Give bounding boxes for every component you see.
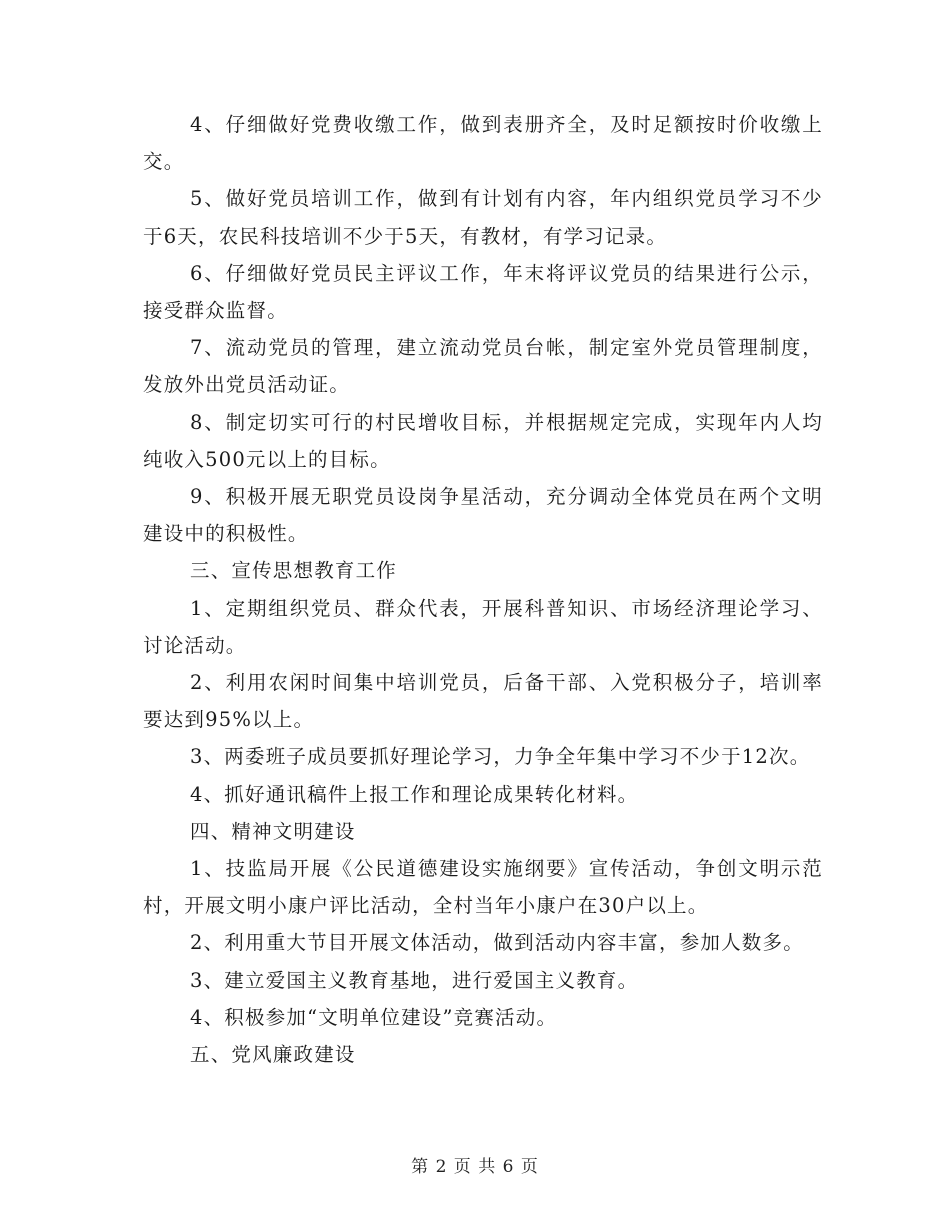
document-body xyxy=(143,106,823,1073)
paragraph-moral-campaign: 1、技监局开展《公民道德建设实施纲要》宣传活动，争创文明示范村，开展文明小康户评比活动，全村当年小康户在30户以上。 xyxy=(143,857,823,918)
paragraph-civilized-unit: 4、积极参加“文明单位建设”竞赛活动。 xyxy=(190,1005,558,1029)
paragraph-slack-season-training: 2、利用农闲时间集中培训党员，后备干部、入党积极分子，培训率要达到95%以上。 xyxy=(143,671,823,732)
paragraph-study-discussion: 1、定期组织党员、群众代表，开展科普知识、市场经济理论学习、讨论活动。 xyxy=(143,596,823,657)
paragraph-income-target: 8、制定切实可行的村民增收目标，并根据规定完成，实现年内人均纯收入500元以上的目标。 xyxy=(143,410,823,471)
paragraph-party-dues: 4、仔细做好党费收缴工作，做到表册齐全，及时足额按时价收缴上交。 xyxy=(143,113,823,174)
paragraph-member-training: 5、做好党员培训工作，做到有计划有内容，年内组织党员学习不少于6天，农民科技培训不少于5天，有教材，有学习记录。 xyxy=(143,187,823,248)
paragraph-festival-activities: 2、利用重大节目开展文体活动，做到活动内容丰富，参加人数多。 xyxy=(190,931,804,955)
section-heading-integrity: 五、党风廉政建设 xyxy=(190,1043,356,1067)
paragraph-reporting: 4、抓好通讯稿件上报工作和理论成果转化材料。 xyxy=(190,782,639,806)
paragraph-star-activity: 9、积极开展无职党员设岗争星活动，充分调动全体党员在两个文明建设中的积极性。 xyxy=(143,485,823,546)
page-footer xyxy=(0,1152,950,1177)
page-number-label: 第 2 页 共 6 页 xyxy=(411,1157,539,1177)
section-heading-propaganda: 三、宣传思想教育工作 xyxy=(190,559,398,583)
paragraph-patriotic-base: 3、建立爱国主义教育基地，进行爱国主义教育。 xyxy=(190,968,639,992)
section-heading-civilization: 四、精神文明建设 xyxy=(190,819,356,843)
paragraph-democratic-review: 6、仔细做好党员民主评议工作，年末将评议党员的结果进行公示，接受群众监督。 xyxy=(143,261,823,323)
paragraph-theory-study: 3、两委班子成员要抓好理论学习，力争全年集中学习不少于12次。 xyxy=(190,745,811,769)
paragraph-mobile-members: 7、流动党员的管理，建立流动党员台帐，制定室外党员管理制度，发放外出党员活动证。 xyxy=(143,336,823,397)
